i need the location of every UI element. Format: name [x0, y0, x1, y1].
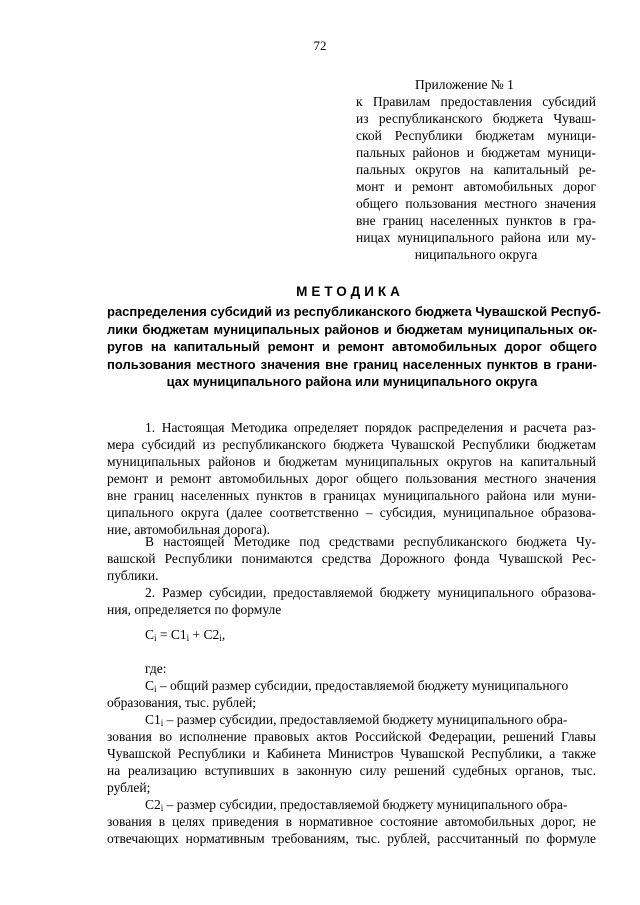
formula-subscript: i — [186, 633, 190, 643]
definition-c1 — [107, 711, 596, 796]
def-symbol: C2 — [145, 797, 161, 812]
def-subscript: i — [160, 803, 164, 813]
subtitle-line: цах муниципального района или муниципального округа — [166, 374, 538, 389]
paragraph-2 — [107, 533, 596, 584]
document-subtitle — [107, 303, 601, 391]
paragraph-line: публики. — [107, 568, 159, 583]
def-text: – размер субсидии, предоставляемой бюджету муниципального обра- — [163, 797, 568, 812]
subtitle-line: ругов на капитальный ремонт и ремонт автомобильных дорог общего — [107, 339, 597, 354]
paragraph-line: муниципальных районов и бюджетам муниципальных округов на капитальный — [107, 454, 596, 469]
paragraph-line: В настоящей Методике под средствами республиканского бюджета Чу- — [145, 534, 596, 549]
paragraph-line: 2. Размер субсидии, предоставляемой бюджету муниципального образова- — [145, 585, 596, 600]
appendix-line: ской Республики бюджетам муници- — [356, 128, 596, 143]
appendix-line: вне границ населенных пунктов в гра- — [356, 213, 596, 228]
appendix-line: ницах муниципального района или му- — [356, 230, 596, 245]
paragraph-1 — [107, 419, 596, 538]
formula-symbol-c: C — [145, 627, 155, 642]
definition-line: зования во исполнение правовых актов Российской Федерации, решений Главы — [107, 729, 596, 744]
definition-line: отвечающих нормативным требованиям, тыс. рублей, рассчитанный по формуле — [107, 831, 596, 846]
paragraph-line: 1. Настоящая Методика определяет порядок распределения и расчета раз- — [145, 420, 596, 435]
appendix-line: ниципального округа — [414, 247, 538, 262]
definition-line: на реализацию вступивших в законную силу решений судебных органов, тыс. — [107, 763, 596, 778]
def-text: – размер субсидии, предоставляемой бюджету муниципального обра- — [163, 712, 568, 727]
appendix-line: монт и ремонт автомобильных дорог — [356, 179, 596, 194]
paragraph-3 — [107, 584, 596, 618]
definition-line: Чувашской Республики и Кабинета Министров Чувашской Республики, а также — [107, 746, 596, 761]
definition-line — [107, 796, 596, 813]
appendix-line: из республиканского бюджета Чуваш- — [356, 111, 596, 126]
document-title: МЕТОДИКА — [296, 284, 404, 299]
formula-end: , — [221, 627, 226, 642]
def-subscript: i — [154, 684, 157, 694]
formula-equals-c1: = C1 — [156, 627, 187, 642]
subtitle-line: пользования местного значения вне границ населенных пунктов в грани- — [107, 356, 597, 372]
appendix-line: пальных округов на капитальный ре- — [356, 162, 596, 177]
appendix-line: пальных районов и бюджетам муници- — [356, 145, 596, 160]
def-symbol: C — [145, 678, 155, 693]
appendix-line: к Правилам предоставления субсидий — [356, 94, 596, 109]
paragraph-line: вашской Республики понимаются средства Дорожного фонда Чувашской Рес- — [107, 551, 596, 566]
paragraph-line: мера субсидий из республиканского бюджета Чувашской Республики бюджетам — [107, 437, 596, 452]
paragraph-line: ремонт и ремонт автомобильных дорог общего пользования местного значения — [107, 471, 596, 486]
formula-subscript: i — [154, 633, 157, 643]
definition-line: образования, тыс. рублей; — [107, 695, 257, 710]
definition-line: рублей; — [107, 780, 151, 795]
definition-c2 — [107, 796, 596, 847]
definition-line — [107, 711, 596, 728]
where-label: где: — [145, 661, 167, 676]
appendix-line: общего пользования местного значения — [356, 196, 596, 211]
formula — [145, 626, 225, 643]
paragraph-line: вне границ населенных пунктов в границах муниципального района или муни- — [107, 488, 596, 503]
appendix-heading: Приложение № 1 — [415, 77, 514, 92]
def-text: – общий размер субсидии, предоставляемой бюджету муниципального — [156, 678, 569, 693]
paragraph-line: ния, определяется по формуле — [107, 602, 282, 617]
def-subscript: i — [160, 718, 164, 728]
page-number: 72 — [313, 38, 327, 53]
def-symbol: C1 — [145, 712, 161, 727]
paragraph-line: ние, автомобильная дорога). — [107, 522, 271, 537]
subtitle-line: распределения субсидий из республиканского бюджета Чувашской Респуб- — [107, 304, 601, 319]
appendix-text — [356, 93, 596, 263]
definition-c — [107, 677, 596, 711]
formula-subscript: i — [219, 633, 222, 643]
definition-line: зования в целях приведения в нормативное состояние автомобильных дорог, не — [107, 814, 596, 829]
paragraph-line: ципального округа (далее соответственно – субсидия, муниципальное образова- — [107, 505, 596, 520]
formula-plus-c2: + C2 — [189, 627, 220, 642]
definition-line — [107, 677, 596, 694]
subtitle-line: лики бюджетам муниципальных районов и бюджетам муниципальных ок- — [107, 321, 597, 337]
